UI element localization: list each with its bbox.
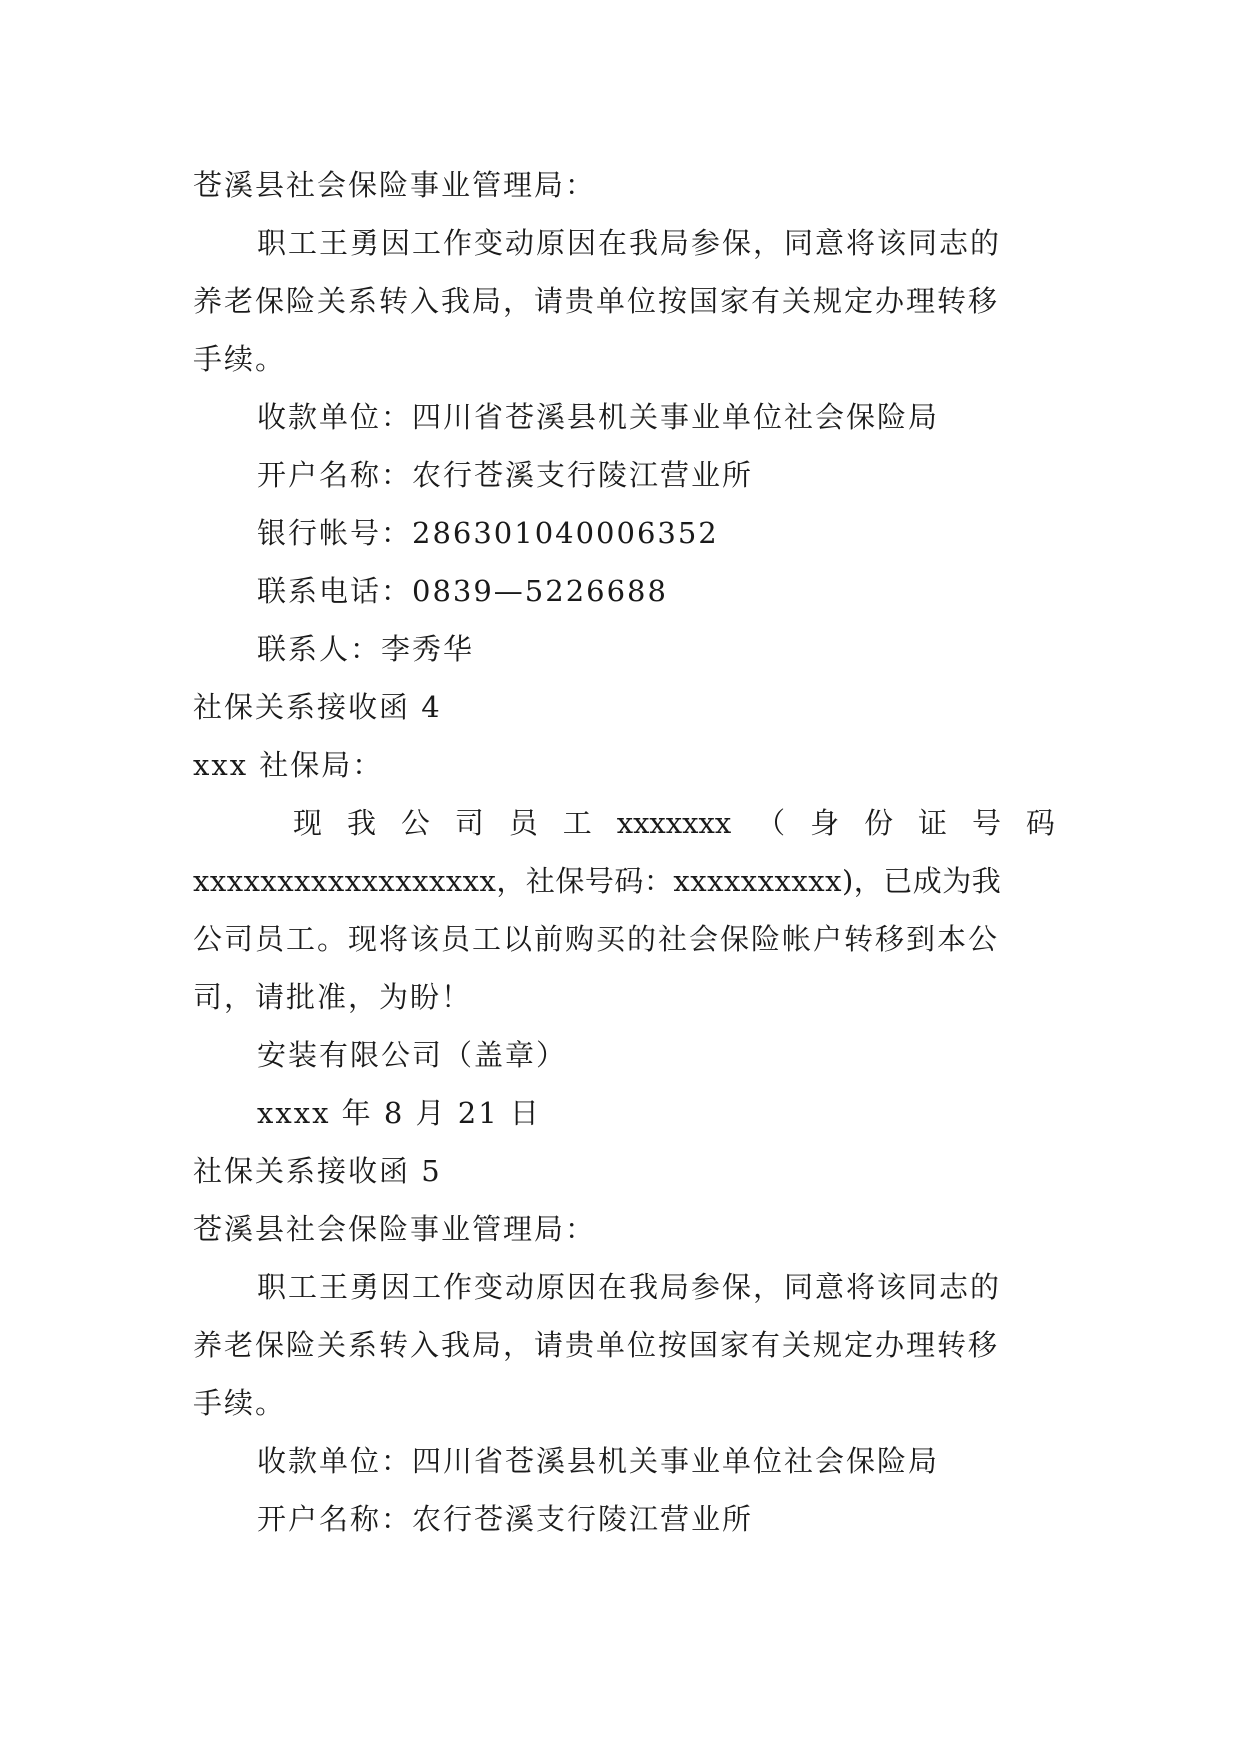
word: 员 [508, 806, 538, 840]
word: 身 [810, 806, 840, 840]
document-page [193, 156, 1055, 1548]
word: 份 [864, 806, 894, 840]
letter4-body-line: 司，请批准，为盼！ [193, 980, 473, 1014]
letter5-account-name: 开户名称：农行苍溪支行陵江营业所 [257, 1502, 754, 1536]
word: 证 [918, 806, 948, 840]
letter4-signature: 安装有限公司（盖章） [257, 1038, 568, 1072]
word: 现 [293, 806, 323, 840]
letter4-body-line: 公司员工。现将该员工以前购买的社会保险帐户转移到本公 [193, 922, 1000, 956]
letter4-date: xxxx 年 8 月 21 日 [257, 1096, 541, 1130]
letter4-body-line: xxxxxxxxxxxxxxxxxx，社保号码：xxxxxxxxxx)，已成为我 [193, 864, 1002, 898]
letter5-body-line: 手续。 [193, 1386, 287, 1420]
word: （ [756, 806, 786, 840]
letter3-payee: 收款单位：四川省苍溪县机关事业单位社会保险局 [257, 400, 940, 434]
word: 公 [400, 806, 430, 840]
word: 我 [346, 806, 376, 840]
letter5-title: 社保关系接收函 5 [193, 1154, 442, 1188]
word: xxxxxxx [616, 806, 732, 840]
letter5-body-line: 职工王勇因工作变动原因在我局参保，同意将该同志的 [257, 1270, 1002, 1304]
letter5-body-line: 养老保险关系转入我局，请贵单位按国家有关规定办理转移 [193, 1328, 1000, 1362]
letter3-body-line: 职工王勇因工作变动原因在我局参保，同意将该同志的 [257, 226, 1002, 260]
letter3-contact: 联系人：李秀华 [257, 632, 475, 666]
letter3-salutation: 苍溪县社会保险事业管理局： [193, 168, 597, 202]
letter5-salutation: 苍溪县社会保险事业管理局： [193, 1212, 597, 1246]
letter3-account-name: 开户名称：农行苍溪支行陵江营业所 [257, 458, 754, 492]
letter3-body-line: 养老保险关系转入我局，请贵单位按国家有关规定办理转移 [193, 284, 1000, 318]
letter3-body-line: 手续。 [193, 342, 287, 376]
letter4-body-line-justified [193, 794, 1055, 852]
word: 号 [971, 806, 1001, 840]
letter3-phone: 联系电话：0839—5226688 [257, 574, 668, 608]
letter3-bank-account: 银行帐号：286301040006352 [257, 516, 719, 550]
letter5-payee: 收款单位：四川省苍溪县机关事业单位社会保险局 [257, 1444, 940, 1478]
letter4-salutation: xxx 社保局： [193, 748, 384, 782]
word: 码 [1025, 806, 1055, 840]
letter4-title: 社保关系接收函 4 [193, 690, 442, 724]
word: 司 [454, 806, 484, 840]
word: 工 [562, 806, 592, 840]
